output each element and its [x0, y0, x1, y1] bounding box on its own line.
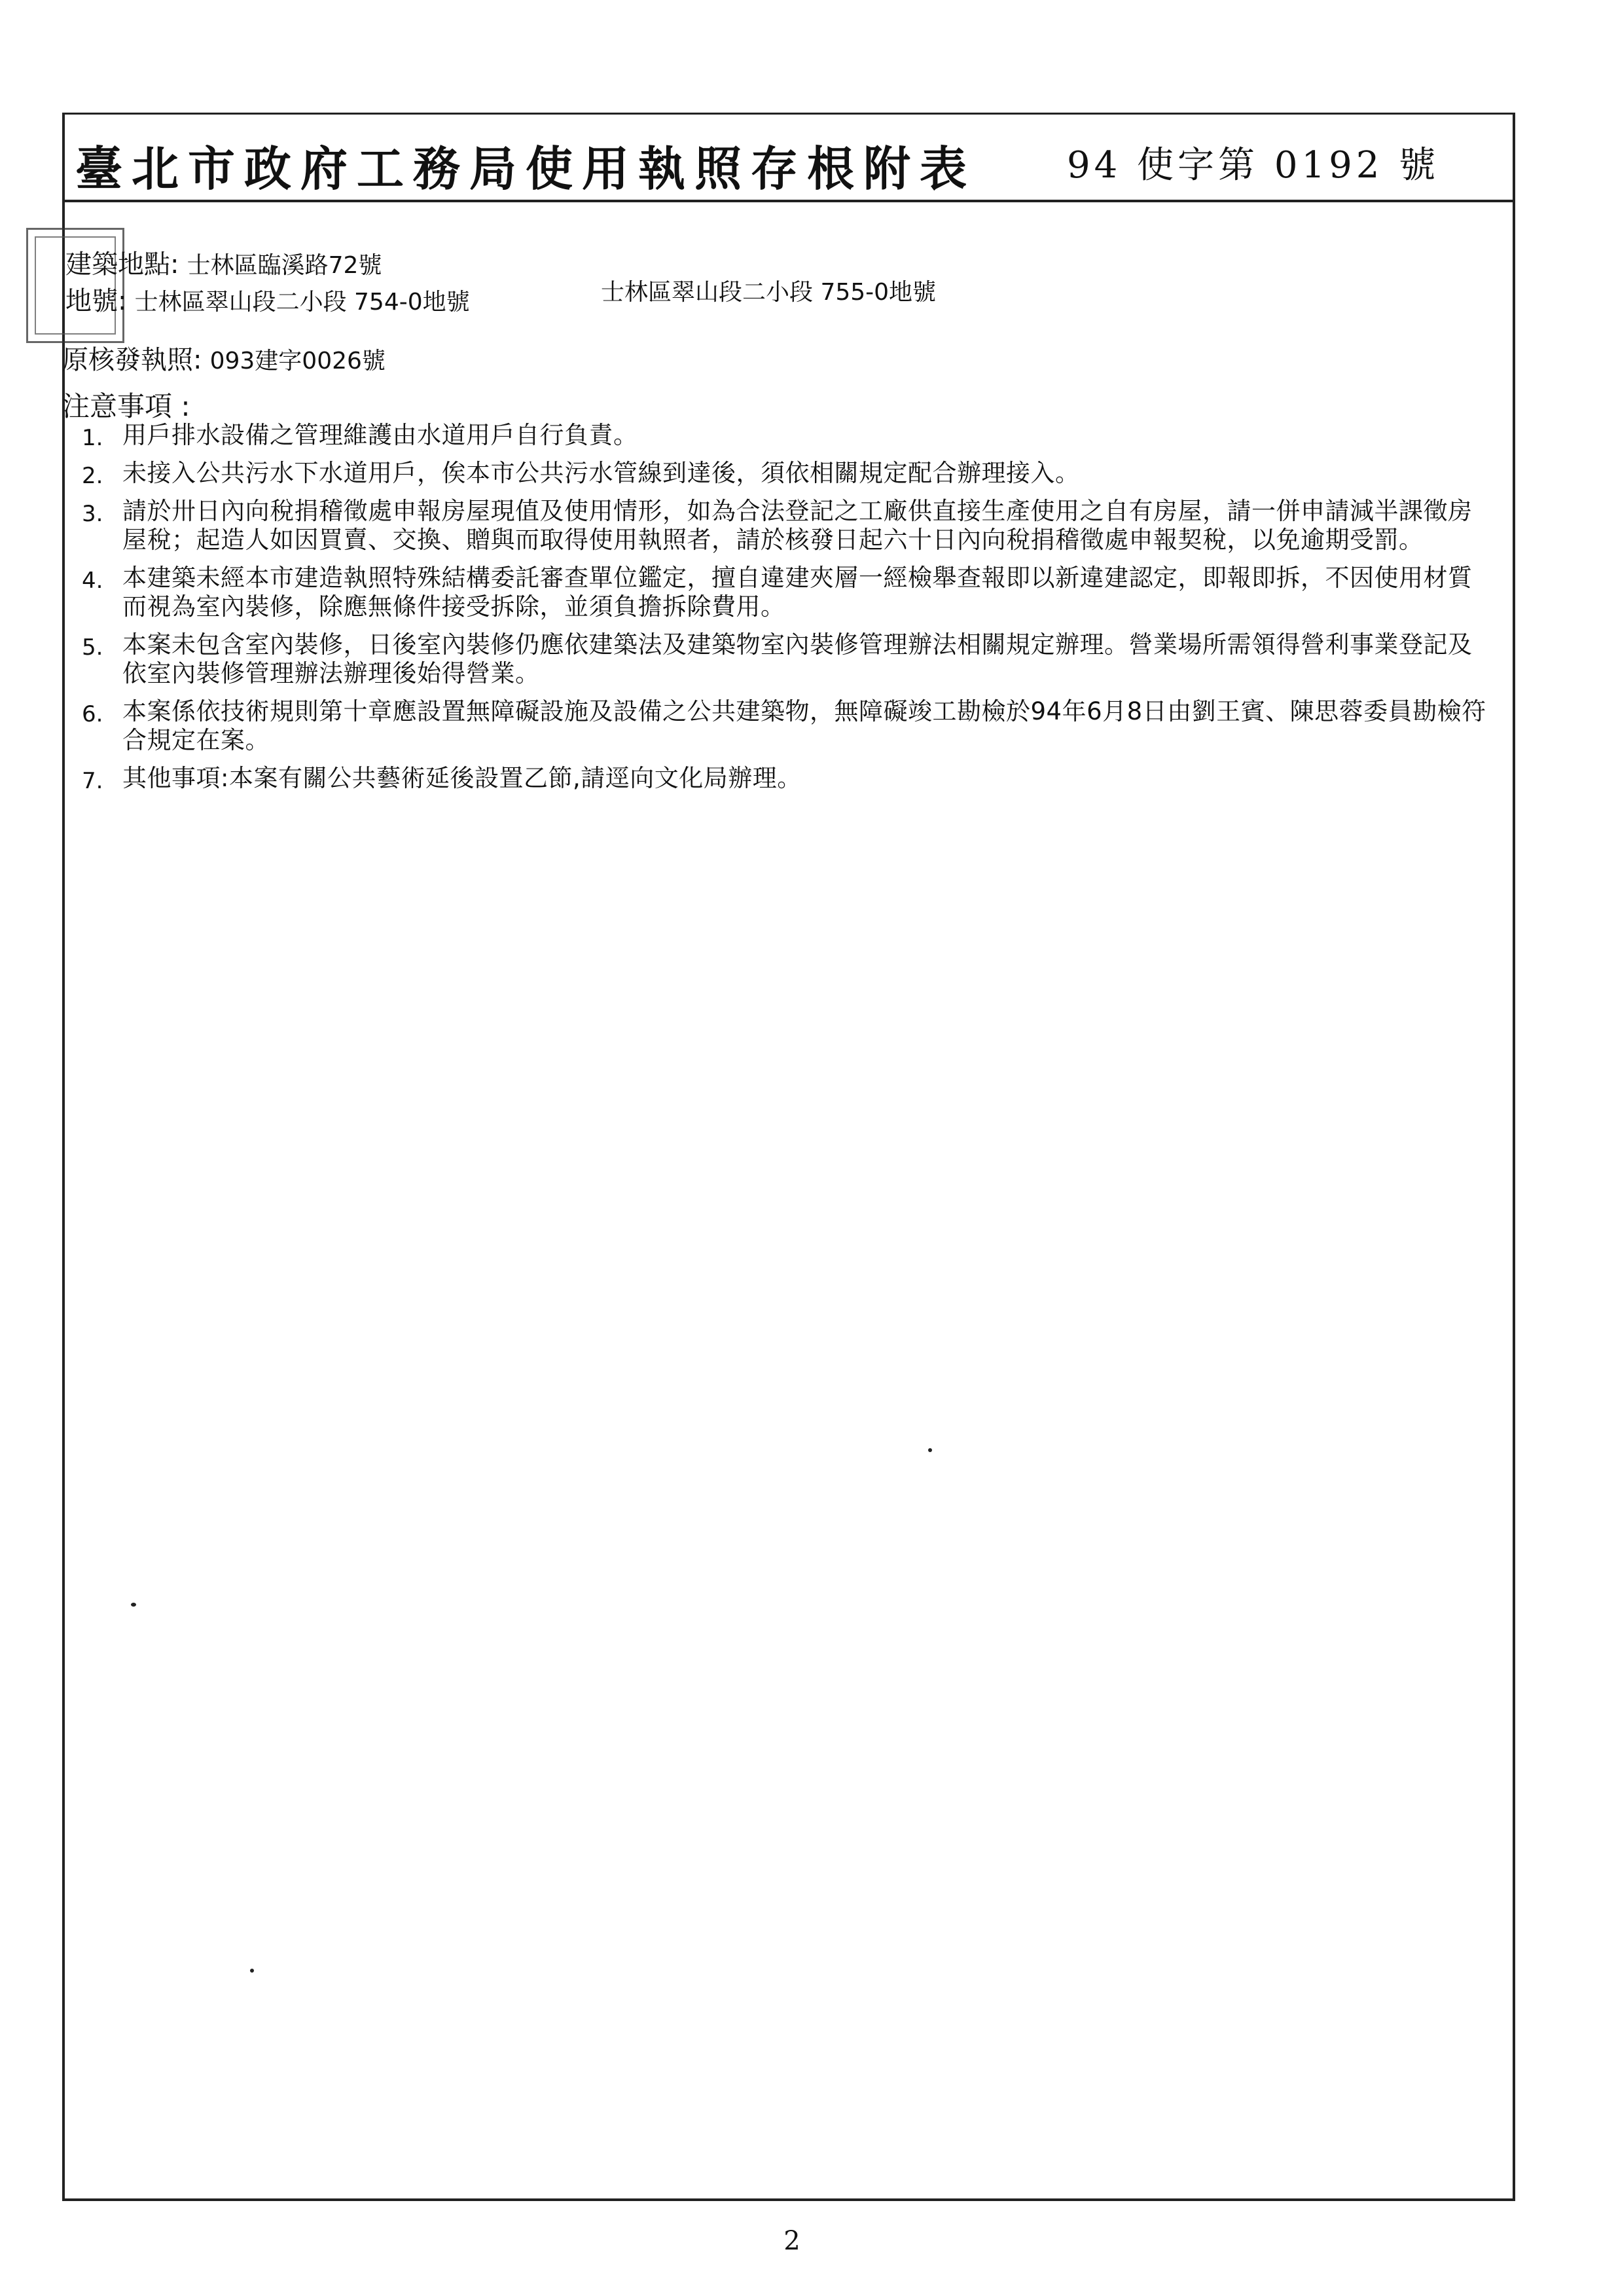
- note-item: [82, 564, 1489, 621]
- note-number: 7.: [82, 768, 103, 794]
- lot-value-1: 士林區翠山段二小段 754-0地號: [134, 289, 470, 316]
- document-title: 臺北市政府工務局使用執照存根附表: [75, 141, 977, 196]
- note-text: 本案未包含室內裝修，日後室內裝修仍應依建築法及建築物室內裝修管理辦法相關規定辦理。營業場所需領得營利事業登記及依室內裝修管理辦法辦理後始得營業。: [122, 630, 1473, 687]
- lot-value-2: 士林區翠山段二小段 755-0地號: [601, 279, 937, 306]
- note-item: [82, 459, 1489, 488]
- note-number: 6.: [82, 701, 103, 727]
- note-number: 2.: [82, 463, 103, 489]
- lot-label: 地號:: [65, 286, 127, 316]
- note-text: 本建築未經本市建造執照特殊結構委託審查單位鑑定，擅自違建夾層一經檢舉查報即以新違建認定，即報即拆，不因使用材質而視為室內裝修，除應無條件接受拆除，並須負擔拆除費用。: [122, 564, 1473, 621]
- note-text: 用戶排水設備之管理維護由水道用戶自行負責。: [122, 421, 638, 449]
- notes-list: [82, 421, 1489, 802]
- scan-speck: [131, 1603, 136, 1607]
- note-text: 請於卅日內向稅捐稽徵處申報房屋現值及使用情形，如為合法登記之工廠供直接生產使用之自有房屋，請一併申請減半課徵房屋稅；起造人如因買賣、交換、贈與而取得使用執照者，請於核發日起六十日內向稅捐稽徵處申報契稅，以免逾期受罰。: [122, 497, 1473, 554]
- lot-line: [65, 280, 470, 318]
- note-number: 4.: [82, 568, 103, 594]
- note-item: [82, 421, 1489, 450]
- location-label: 建築地點:: [65, 249, 179, 280]
- note-text: 未接入公共污水下水道用戶，俟本市公共污水管線到達後，須依相關規定配合辦理接入。: [122, 459, 1080, 487]
- scan-speck: [250, 1969, 254, 1973]
- note-number: 1.: [82, 425, 103, 451]
- note-item: [82, 497, 1489, 555]
- note-item: [82, 630, 1489, 688]
- scan-speck: [928, 1448, 932, 1452]
- title-divider: [62, 200, 1515, 202]
- note-text: 本案係依技術規則第十章應設置無障礙設施及設備之公共建築物，無障礙竣工勘檢於94年6月8日由劉王賓、陳思蓉委員勘檢符合規定在案。: [122, 697, 1486, 754]
- page-number: 2: [783, 2226, 800, 2256]
- note-text: 其他事項:本案有關公共藝術延後設置乙節,請逕向文化局辦理。: [122, 764, 802, 792]
- original-permit-line: [62, 339, 386, 376]
- note-item: [82, 764, 1489, 793]
- notes-heading: 注意事項 :: [62, 390, 190, 422]
- location-value: 士林區臨溪路72號: [187, 252, 382, 279]
- note-item: [82, 697, 1489, 755]
- note-number: 5.: [82, 634, 103, 661]
- permit-number: 94 使字第 0192 號: [1067, 144, 1440, 187]
- original-permit-value: 093建字0026號: [209, 348, 386, 374]
- note-number: 3.: [82, 501, 103, 527]
- location-line: [65, 244, 382, 281]
- original-permit-label: 原核發執照:: [62, 345, 202, 375]
